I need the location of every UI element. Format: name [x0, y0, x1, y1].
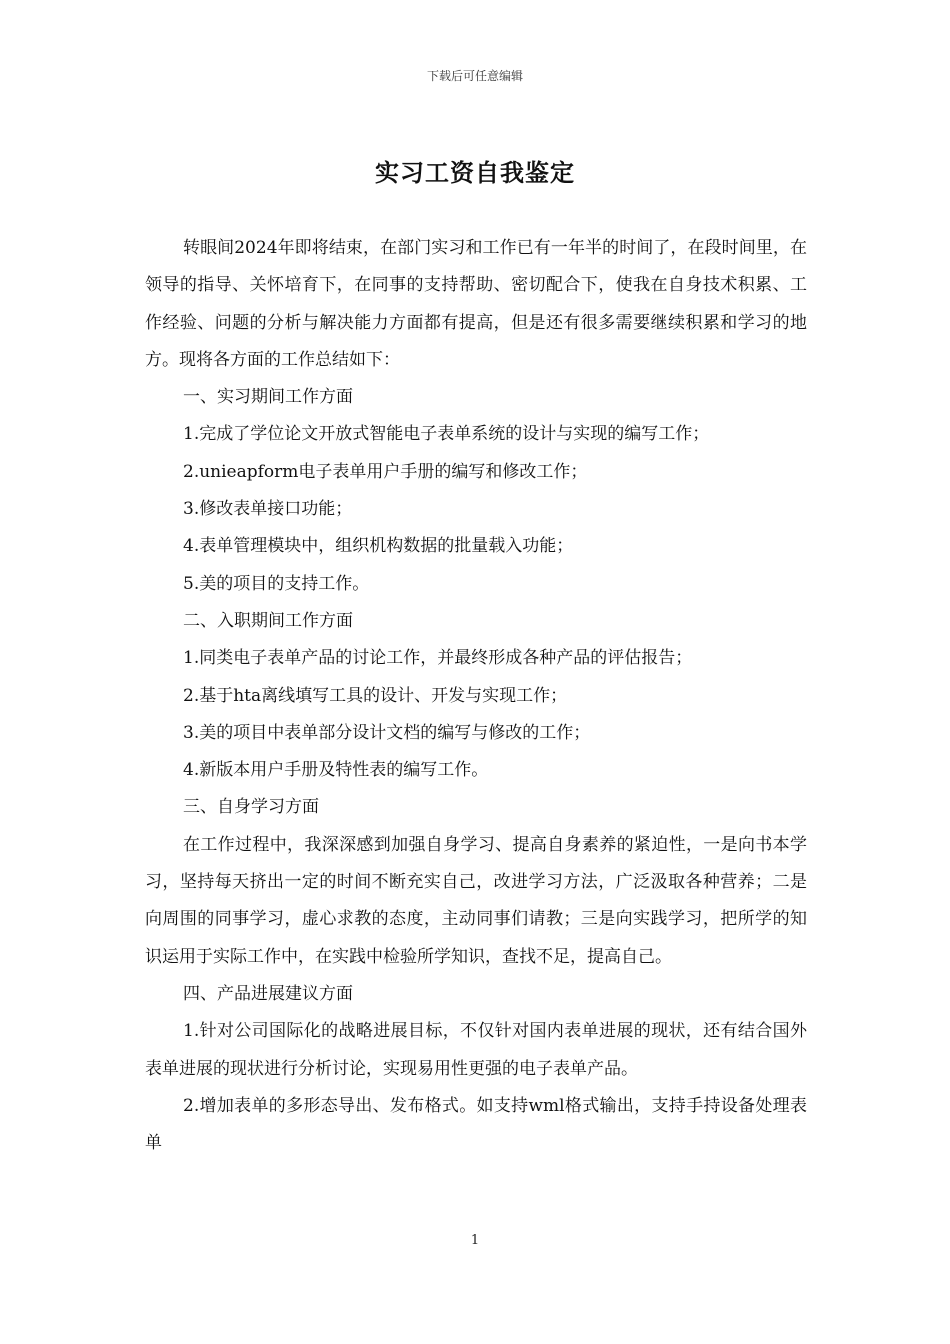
- list-item: 4.新版本用户手册及特性表的编写工作。: [183, 760, 489, 781]
- section-heading-internship: 一、实习期间工作方面: [183, 387, 353, 408]
- list-item: 2.unieapform电子表单用户手册的编写和修改工作；: [183, 461, 588, 482]
- section-heading-product-suggestions: 四、产品进展建议方面: [183, 983, 353, 1004]
- page-number: 1: [470, 1233, 480, 1248]
- list-item: 1.同类电子表单产品的讨论工作，并最终形成各种产品的评估报告；: [183, 648, 693, 669]
- list-item: 3.修改表单接口功能；: [183, 499, 353, 520]
- intro-paragraph: 转眼间2024年即将结束，在部门实习和工作已有一年半的时间了，在段时间里，在领导的指导、关怀培育下，在同事的支持帮助、密切配合下，使我在自身技术积累、工作经验、问题的分析与解决能力方面都有提高，但是还有很多需要继续积累和学习的地方。现将各方面的工作总结如下：: [145, 238, 807, 370]
- section-heading-onboarding: 二、入职期间工作方面: [183, 610, 353, 631]
- list-item: 5.美的项目的支持工作。: [183, 573, 370, 594]
- section-heading-self-study: 三、自身学习方面: [183, 797, 319, 818]
- list-item: 2.增加表单的多形态导出、发布格式。如支持wml格式输出，支持手持设备处理表单: [145, 1095, 807, 1154]
- header-note: 下载后可任意编辑: [426, 69, 523, 83]
- list-item: 3.美的项目中表单部分设计文档的编写与修改的工作；: [183, 722, 591, 743]
- list-item: 2.基于hta离线填写工具的设计、开发与实现工作；: [183, 685, 568, 706]
- list-item: 1.完成了学位论文开放式智能电子表单系统的设计与实现的编写工作；: [183, 424, 710, 445]
- body-paragraph: 在工作过程中，我深深感到加强自身学习、提高自身素养的紧迫性，一是向书本学习，坚持每天挤出一定的时间不断充实自己，改进学习方法，广泛汲取各种营养；二是向周围的同事学习，虚心求教的态度，主动同事们请教；三是向实践学习，把所学的知识运用于实际工作中，在实践中检验所学知识，查找不足，提高自己。: [145, 834, 807, 967]
- list-item: 1.针对公司国际化的战略进展目标，不仅针对国内表单进展的现状，还有结合国外表单进展的现状进行分析讨论，实现易用性更强的电子表单产品。: [145, 1021, 807, 1079]
- document-body: [145, 230, 807, 1162]
- list-item: 4.表单管理模块中，组织机构数据的批量载入功能；: [183, 536, 574, 557]
- document-title: 实习工资自我鉴定: [375, 158, 575, 187]
